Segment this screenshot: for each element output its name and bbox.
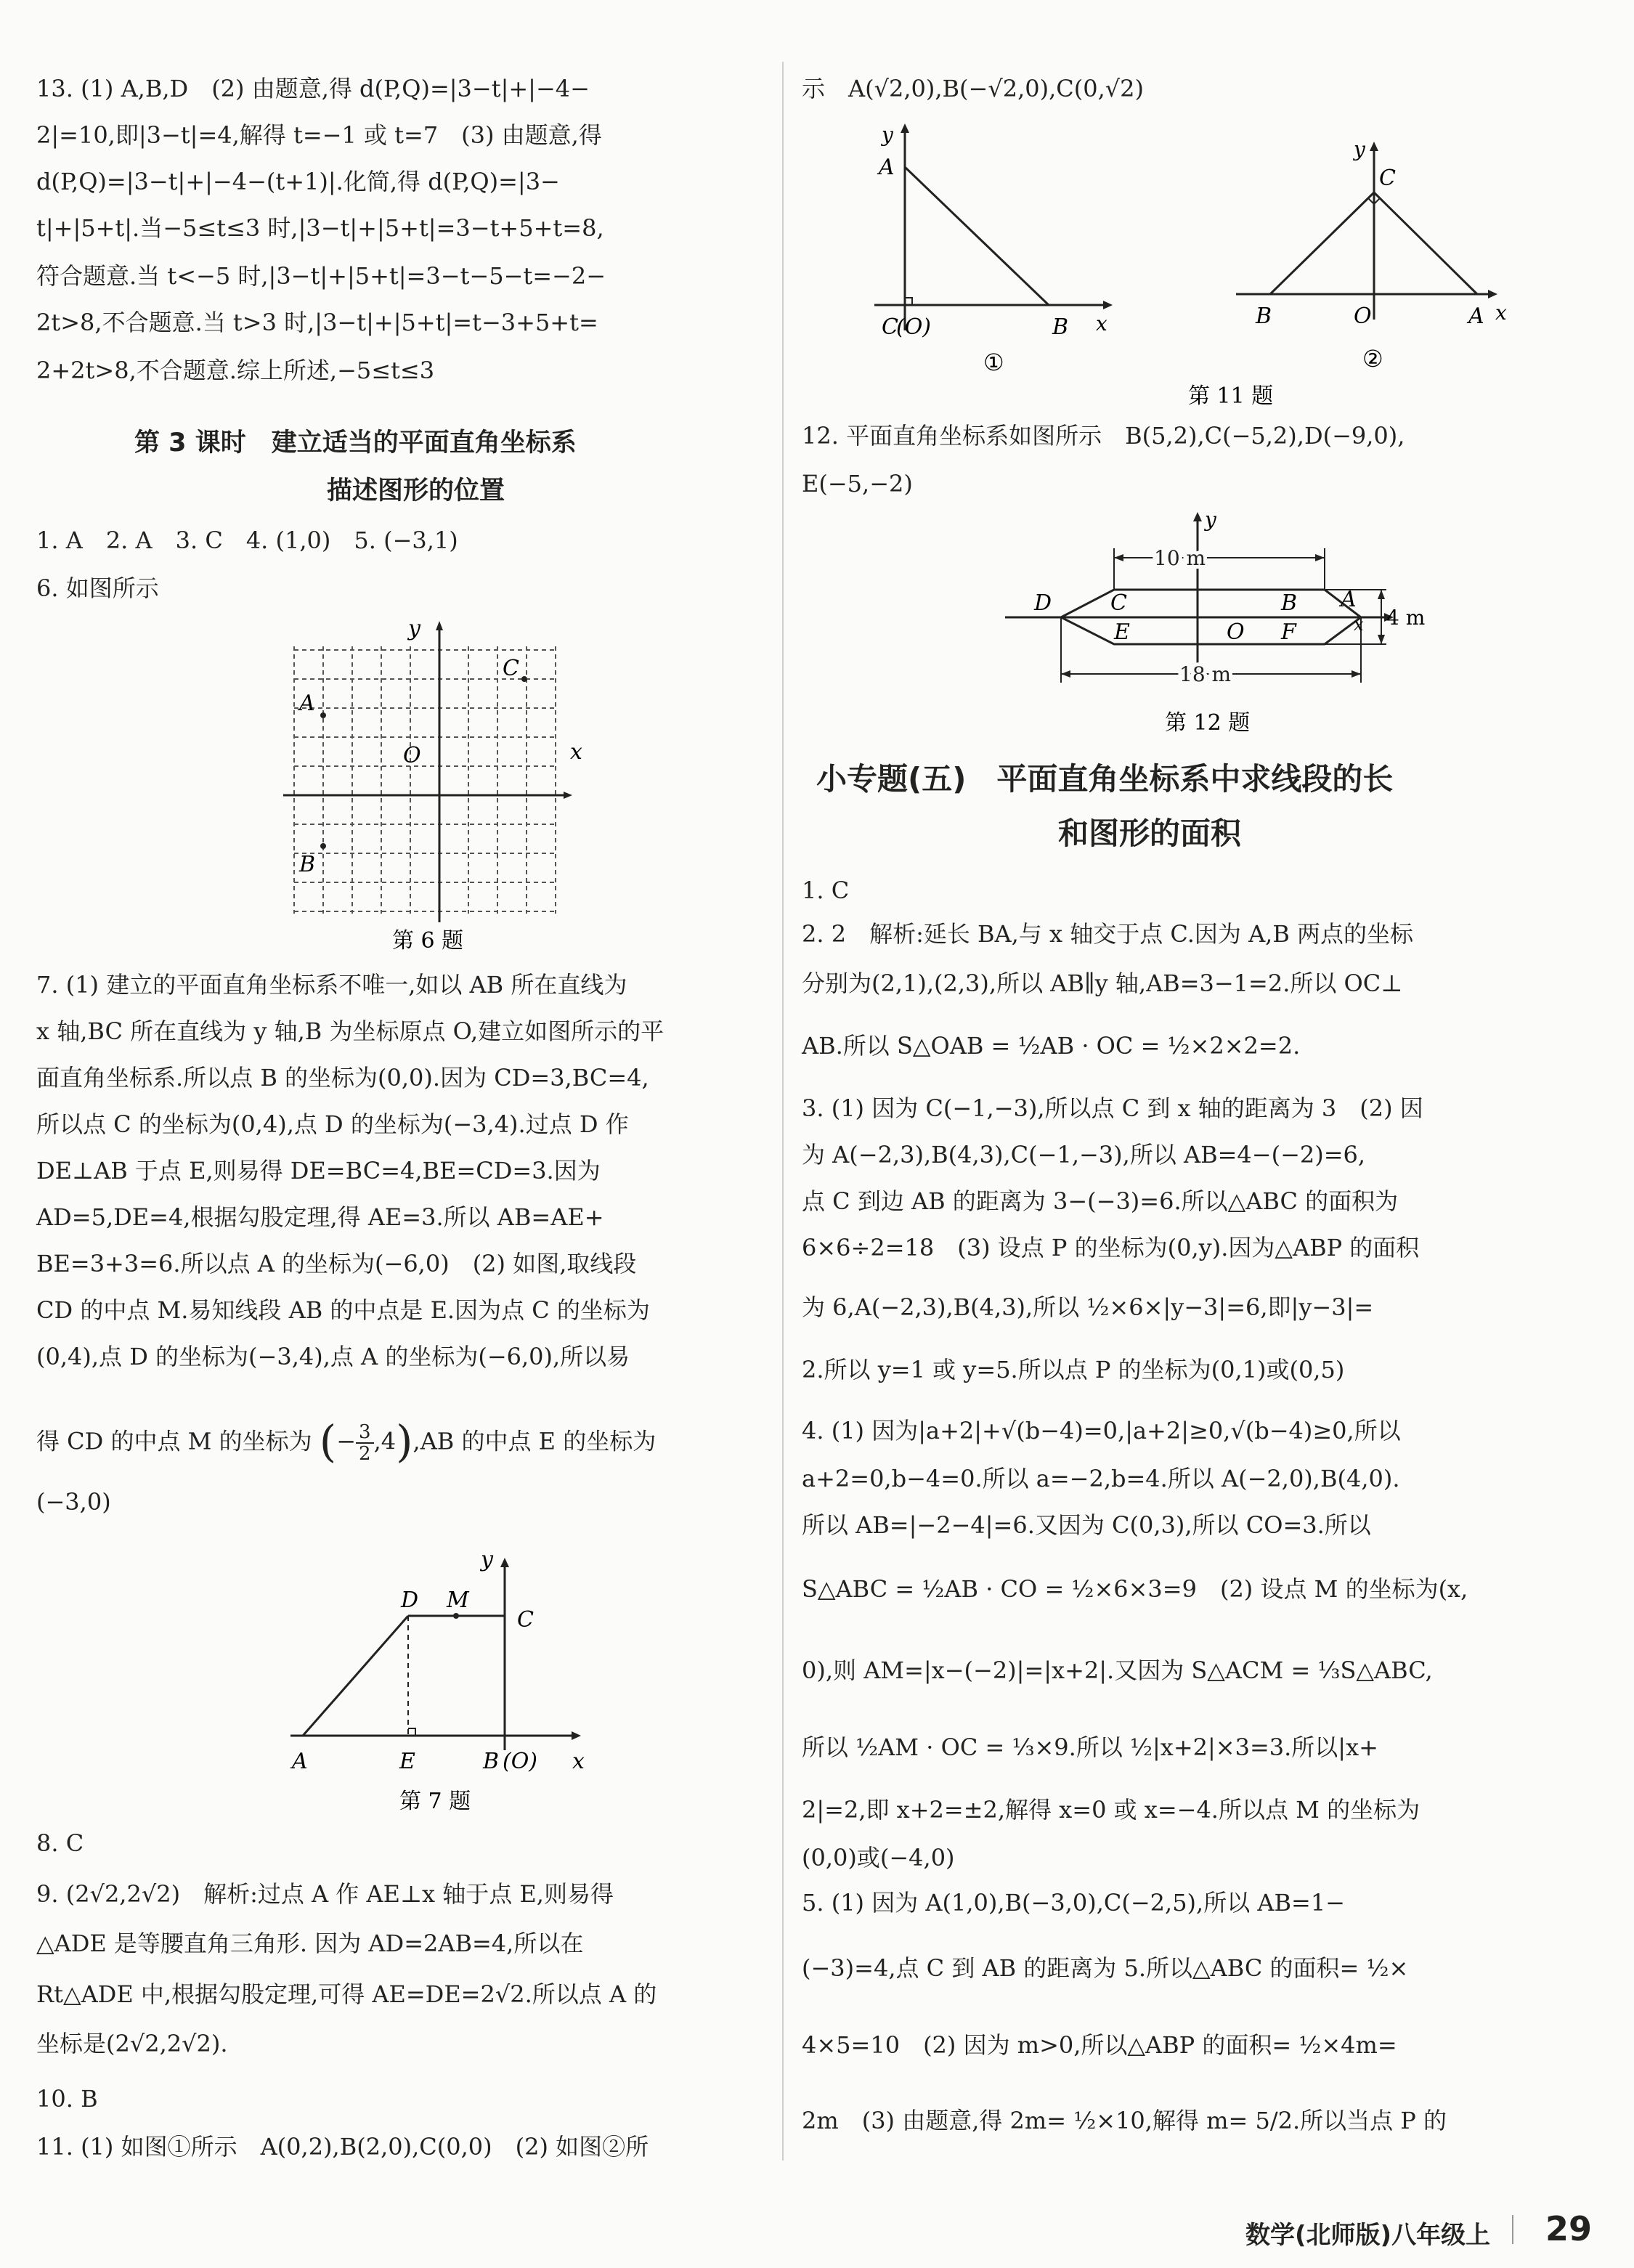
q7-frac-pre: 得 CD 的中点 M 的坐标为 bbox=[36, 1427, 312, 1455]
r3-line: 2.所以 y=1 或 y=5.所以点 P 的坐标为(0,1)或(0,5) bbox=[802, 1356, 1345, 1383]
fig12-y-arrow-icon bbox=[1193, 512, 1202, 521]
fig12-label-b: B bbox=[1281, 590, 1298, 616]
q9-line: 9. (2√2,2√2) 解析:过点 A 作 AE⊥x 轴于点 E,则易得 bbox=[36, 1880, 614, 1908]
r3-line: 点 C 到边 AB 的距离为 3−(−3)=6.所以△ABC 的面积为 bbox=[802, 1187, 1399, 1215]
fig11-1-x-arrow-icon bbox=[1103, 301, 1113, 309]
r3-line: 3. (1) 因为 C(−1,−3),所以点 C 到 x 轴的距离为 3 (2) 因 bbox=[802, 1094, 1423, 1122]
fig11-2-y-arrow-icon bbox=[1370, 142, 1378, 151]
fig7-label-m: M bbox=[447, 1588, 469, 1613]
paren-close: ) bbox=[396, 1416, 413, 1468]
fig12-caption: 第 12 题 bbox=[1165, 710, 1251, 736]
fig7-label-x: x bbox=[572, 1749, 585, 1774]
fig6-point-c bbox=[521, 676, 527, 682]
fig12-label-c: C bbox=[1110, 590, 1127, 616]
r4-line: a+2=0,b−4=0.所以 a=−2,b=4.所以 A(−2,0),B(4,0). bbox=[802, 1465, 1400, 1492]
fig6-label-b: B bbox=[299, 852, 316, 877]
q7-line: 所以点 C 的坐标为(0,4),点 D 的坐标为(−3,4).过点 D 作 bbox=[36, 1110, 629, 1138]
r2-line: AB.所以 S△OAB = ½AB · OC = ½×2×2=2. bbox=[802, 1032, 1301, 1060]
fig6-point-a bbox=[320, 712, 326, 718]
q11-text: 11. (1) 如图①所示 A(0,2),B(2,0),C(0,0) (2) 如图②所 bbox=[36, 2133, 649, 2161]
topic-title-2: 和图形的面积 bbox=[1058, 816, 1242, 851]
fig6-x-arrow-icon bbox=[564, 792, 572, 799]
r4-line: 2|=2,即 x+2=±2,解得 x=0 或 x=−4.所以点 M 的坐标为 bbox=[802, 1796, 1420, 1824]
q7-frac-post: ,AB 的中点 E 的坐标为 bbox=[412, 1427, 657, 1455]
fig12-label-a: A bbox=[1341, 587, 1357, 612]
fig12-label-y: y bbox=[1205, 508, 1216, 532]
q12-line: 12. 平面直角坐标系如图所示 B(5,2),C(−5,2),D(−9,0), bbox=[802, 422, 1405, 450]
r5-line: (−3)=4,点 C 到 AB 的距离为 5.所以△ABC 的面积= ½× bbox=[802, 1954, 1409, 1982]
section-title-2: 描述图形的位置 bbox=[327, 476, 505, 505]
fig12-label-o: O bbox=[1227, 619, 1245, 645]
q12-line: E(−5,−2) bbox=[802, 470, 913, 497]
r3-line: 为 6,A(−2,3),B(4,3),所以 ½×6×|y−3|=6,即|y−3|= bbox=[802, 1293, 1374, 1321]
q7-line: (0,4),点 D 的坐标为(−3,4),点 A 的坐标为(−6,0),所以易 bbox=[36, 1343, 630, 1370]
fig7-x-arrow-icon bbox=[572, 1731, 581, 1740]
fig12-label-side: 4 m bbox=[1386, 606, 1426, 630]
column-divider bbox=[782, 62, 784, 2161]
fig12-arrow-icon bbox=[1378, 590, 1385, 599]
q9-line: 坐标是(2√2,2√2). bbox=[36, 2030, 228, 2057]
fig6-label-x: x bbox=[570, 739, 582, 765]
fig6-label-a: A bbox=[299, 691, 315, 716]
r4-line: (0,0)或(−4,0) bbox=[802, 1844, 955, 1871]
q7-line: 面直角坐标系.所以点 B 的坐标为(0,0).因为 CD=3,BC=4, bbox=[36, 1064, 649, 1092]
r4-line: 0),则 AM=|x−(−2)|=|x+2|.又因为 S△ACM = ⅓S△ABC, bbox=[802, 1657, 1433, 1684]
fraction bbox=[356, 1422, 374, 1464]
fig11-1-label-y: y bbox=[882, 123, 893, 147]
fig7-label-o: (O) bbox=[503, 1749, 538, 1774]
fig6-label-c: C bbox=[503, 656, 519, 681]
fig6-grid bbox=[294, 646, 556, 914]
paren-open: ( bbox=[319, 1416, 337, 1468]
figure-11 bbox=[874, 120, 1528, 425]
fig11-2-segment-bc bbox=[1270, 192, 1374, 294]
r4-line: 所以 ½AM · OC = ⅓×9.所以 ½|x+2|×3=3.所以|x+ bbox=[802, 1733, 1378, 1761]
fig6-label-y: y bbox=[408, 616, 420, 641]
q8-text: 8. C bbox=[36, 1829, 84, 1857]
fig12-arrow-icon bbox=[1351, 670, 1361, 678]
r5-line: 2m (3) 由题意,得 2m= ½×10,解得 m= 5/2.所以当点 P 的 bbox=[802, 2107, 1447, 2134]
footer-separator bbox=[1512, 2215, 1513, 2244]
fig11-2-label-a: A bbox=[1468, 304, 1484, 329]
answers-1-5: 1. A 2. A 3. C 4. (1,0) 5. (−3,1) bbox=[36, 527, 458, 554]
r3-line: 6×6÷2=18 (3) 设点 P 的坐标为(0,y).因为△ABP 的面积 bbox=[802, 1234, 1420, 1261]
fig11-1-label-o: (O) bbox=[896, 314, 932, 340]
q9-line: Rt△ADE 中,根据勾股定理,可得 AE=DE=2√2.所以点 A 的 bbox=[36, 1980, 657, 2008]
fig11-2-x-arrow-icon bbox=[1488, 290, 1497, 298]
fig12-label-top: 10 m bbox=[1154, 546, 1206, 570]
fig6-label-o: O bbox=[403, 743, 421, 768]
q13-line: 13. (1) A,B,D (2) 由题意,得 d(P,Q)=|3−t|+|−4− bbox=[36, 75, 590, 102]
comma-four: ,4 bbox=[373, 1427, 397, 1455]
r5-line: 4×5=10 (2) 因为 m>0,所以△ABP 的面积= ½×4m= bbox=[802, 2031, 1397, 2059]
fig12-arrow-icon bbox=[1114, 554, 1123, 561]
q7-line: CD 的中点 M.易知线段 AB 的中点是 E.因为点 C 的坐标为 bbox=[36, 1296, 650, 1324]
r4-line: 4. (1) 因为|a+2|+√(b−4)=0,|a+2|≥0,√(b−4)≥0,所以 bbox=[802, 1417, 1401, 1444]
q7-line: (−3,0) bbox=[36, 1488, 111, 1516]
q7-line-frac bbox=[36, 1416, 657, 1468]
section-title-1: 第 3 课时 建立适当的平面直角坐标系 bbox=[134, 428, 577, 458]
q13-line: 2+2t>8,不合题意.综上所述,−5≤t≤3 bbox=[36, 357, 435, 384]
r4-line: S△ABC = ½AB · CO = ½×6×3=9 (2) 设点 M 的坐标为(x, bbox=[802, 1575, 1468, 1603]
q13-line: t|+|5+t|.当−5≤t≤3 时,|3−t|+|5+t|=3−t+5+t=8, bbox=[36, 214, 604, 242]
fig6-point-b bbox=[320, 843, 326, 849]
fig12-arrow-icon bbox=[1061, 670, 1070, 678]
fig12-arrow-icon bbox=[1378, 635, 1385, 644]
r1-text: 1. C bbox=[802, 877, 850, 904]
fig11-1-label-x: x bbox=[1096, 312, 1107, 336]
figure-12 bbox=[983, 508, 1426, 741]
fig11-2-label-c: C bbox=[1379, 166, 1396, 191]
fig11-2-label-y: y bbox=[1354, 137, 1365, 161]
q7-line: 7. (1) 建立的平面直角坐标系不唯一,如以 AB 所在直线为 bbox=[36, 971, 627, 999]
q7-line: BE=3+3=6.所以点 A 的坐标为(−6,0) (2) 如图,取线段 bbox=[36, 1250, 637, 1277]
q13-line: d(P,Q)=|3−t|+|−4−(t+1)|.化简,得 d(P,Q)=|3− bbox=[36, 168, 560, 195]
fig7-caption: 第 7 题 bbox=[399, 1789, 471, 1814]
fig7-point-m bbox=[453, 1613, 459, 1619]
r2-line: 分别为(2,1),(2,3),所以 AB∥y 轴,AB=3−1=2.所以 OC⊥ bbox=[802, 970, 1403, 997]
fig11-1-y-arrow-icon bbox=[901, 123, 909, 133]
fig7-label-b: B bbox=[483, 1749, 500, 1774]
topic-title-1: 小专题(五) 平面直角坐标系中求线段的长 bbox=[816, 761, 1394, 797]
figure-7 bbox=[247, 1547, 610, 1816]
r2-line: 2. 2 解析:延长 BA,与 x 轴交于点 C.因为 A,B 两点的坐标 bbox=[802, 920, 1414, 948]
fig7-label-a: A bbox=[292, 1749, 308, 1774]
fig6-caption: 第 6 题 bbox=[392, 928, 464, 954]
q11-cont: 示 A(√2,0),B(−√2,0),C(0,√2) bbox=[802, 75, 1145, 102]
r5-line: 5. (1) 因为 A(1,0),B(−3,0),C(−2,5),所以 AB=1− bbox=[802, 1889, 1345, 1917]
q6-text: 6. 如图所示 bbox=[36, 574, 159, 602]
fig12-label-bottom: 18 m bbox=[1179, 662, 1232, 686]
fig12-label-d: D bbox=[1034, 590, 1052, 616]
footer-subject: 数学(北师版)八年级上 bbox=[1245, 2221, 1491, 2250]
q7-line: AD=5,DE=4,根据勾股定理,得 AE=3.所以 AB=AE+ bbox=[36, 1203, 604, 1231]
r3-line: 为 A(−2,3),B(4,3),C(−1,−3),所以 AB=4−(−2)=6, bbox=[802, 1141, 1366, 1168]
q13-line: 2t>8,不合题意.当 t>3 时,|3−t|+|5+t|=t−3+5+t= bbox=[36, 309, 598, 336]
page-number: 29 bbox=[1545, 2209, 1593, 2248]
fig12-label-f: F bbox=[1281, 619, 1296, 645]
fig12-label-x: x bbox=[1354, 614, 1364, 635]
r4-line: 所以 AB=|−2−4|=6.又因为 C(0,3),所以 CO=3.所以 bbox=[802, 1511, 1371, 1539]
fig12-arrow-icon bbox=[1315, 554, 1325, 561]
fig6-y-arrow-icon bbox=[436, 621, 443, 630]
fig7-y-arrow-icon bbox=[500, 1558, 509, 1567]
fig11-2-number: ② bbox=[1362, 345, 1383, 373]
fig7-label-d: D bbox=[401, 1588, 419, 1613]
q7-line: DE⊥AB 于点 E,则易得 DE=BC=4,BE=CD=3.因为 bbox=[36, 1157, 601, 1184]
q7-line: x 轴,BC 所在直线为 y 轴,B 为坐标原点 O,建立如图所示的平 bbox=[36, 1017, 664, 1045]
fraction-numerator: 3 bbox=[356, 1422, 374, 1444]
fig11-1-label-b: B bbox=[1052, 314, 1069, 340]
fraction-denominator: 2 bbox=[359, 1443, 371, 1465]
fig11-caption: 第 11 题 bbox=[1188, 383, 1274, 409]
q13-line: 2|=10,即|3−t|=4,解得 t=−1 或 t=7 (3) 由题意,得 bbox=[36, 121, 602, 149]
fig7-label-c: C bbox=[517, 1607, 534, 1633]
fig11-1-number: ① bbox=[983, 349, 1004, 376]
fig11-2-label-o: O bbox=[1354, 304, 1372, 329]
fig7-segment-ad bbox=[303, 1616, 408, 1736]
q13-line: 符合题意.当 t<−5 时,|3−t|+|5+t|=3−t−5−t=−2− bbox=[36, 262, 606, 290]
fig12-label-e: E bbox=[1114, 619, 1130, 645]
fig11-2-label-b: B bbox=[1256, 304, 1272, 329]
q9-line: △ADE 是等腰直角三角形. 因为 AD=2AB=4,所以在 bbox=[36, 1930, 584, 1957]
fig11-1-label-c: C bbox=[882, 314, 898, 340]
fig7-label-e: E bbox=[399, 1749, 415, 1774]
figure-6 bbox=[247, 616, 610, 954]
fig7-label-y: y bbox=[481, 1547, 493, 1572]
fig11-1-hypotenuse bbox=[905, 167, 1049, 305]
fig11-graph-2 bbox=[1236, 137, 1507, 373]
fig11-2-label-x: x bbox=[1495, 301, 1507, 325]
minus-sign: − bbox=[336, 1427, 357, 1455]
fig11-2-segment-ca bbox=[1374, 192, 1477, 294]
fig11-graph-1 bbox=[874, 123, 1113, 376]
q10-text: 10. B bbox=[36, 2085, 98, 2113]
fig11-1-label-a: A bbox=[879, 155, 895, 180]
